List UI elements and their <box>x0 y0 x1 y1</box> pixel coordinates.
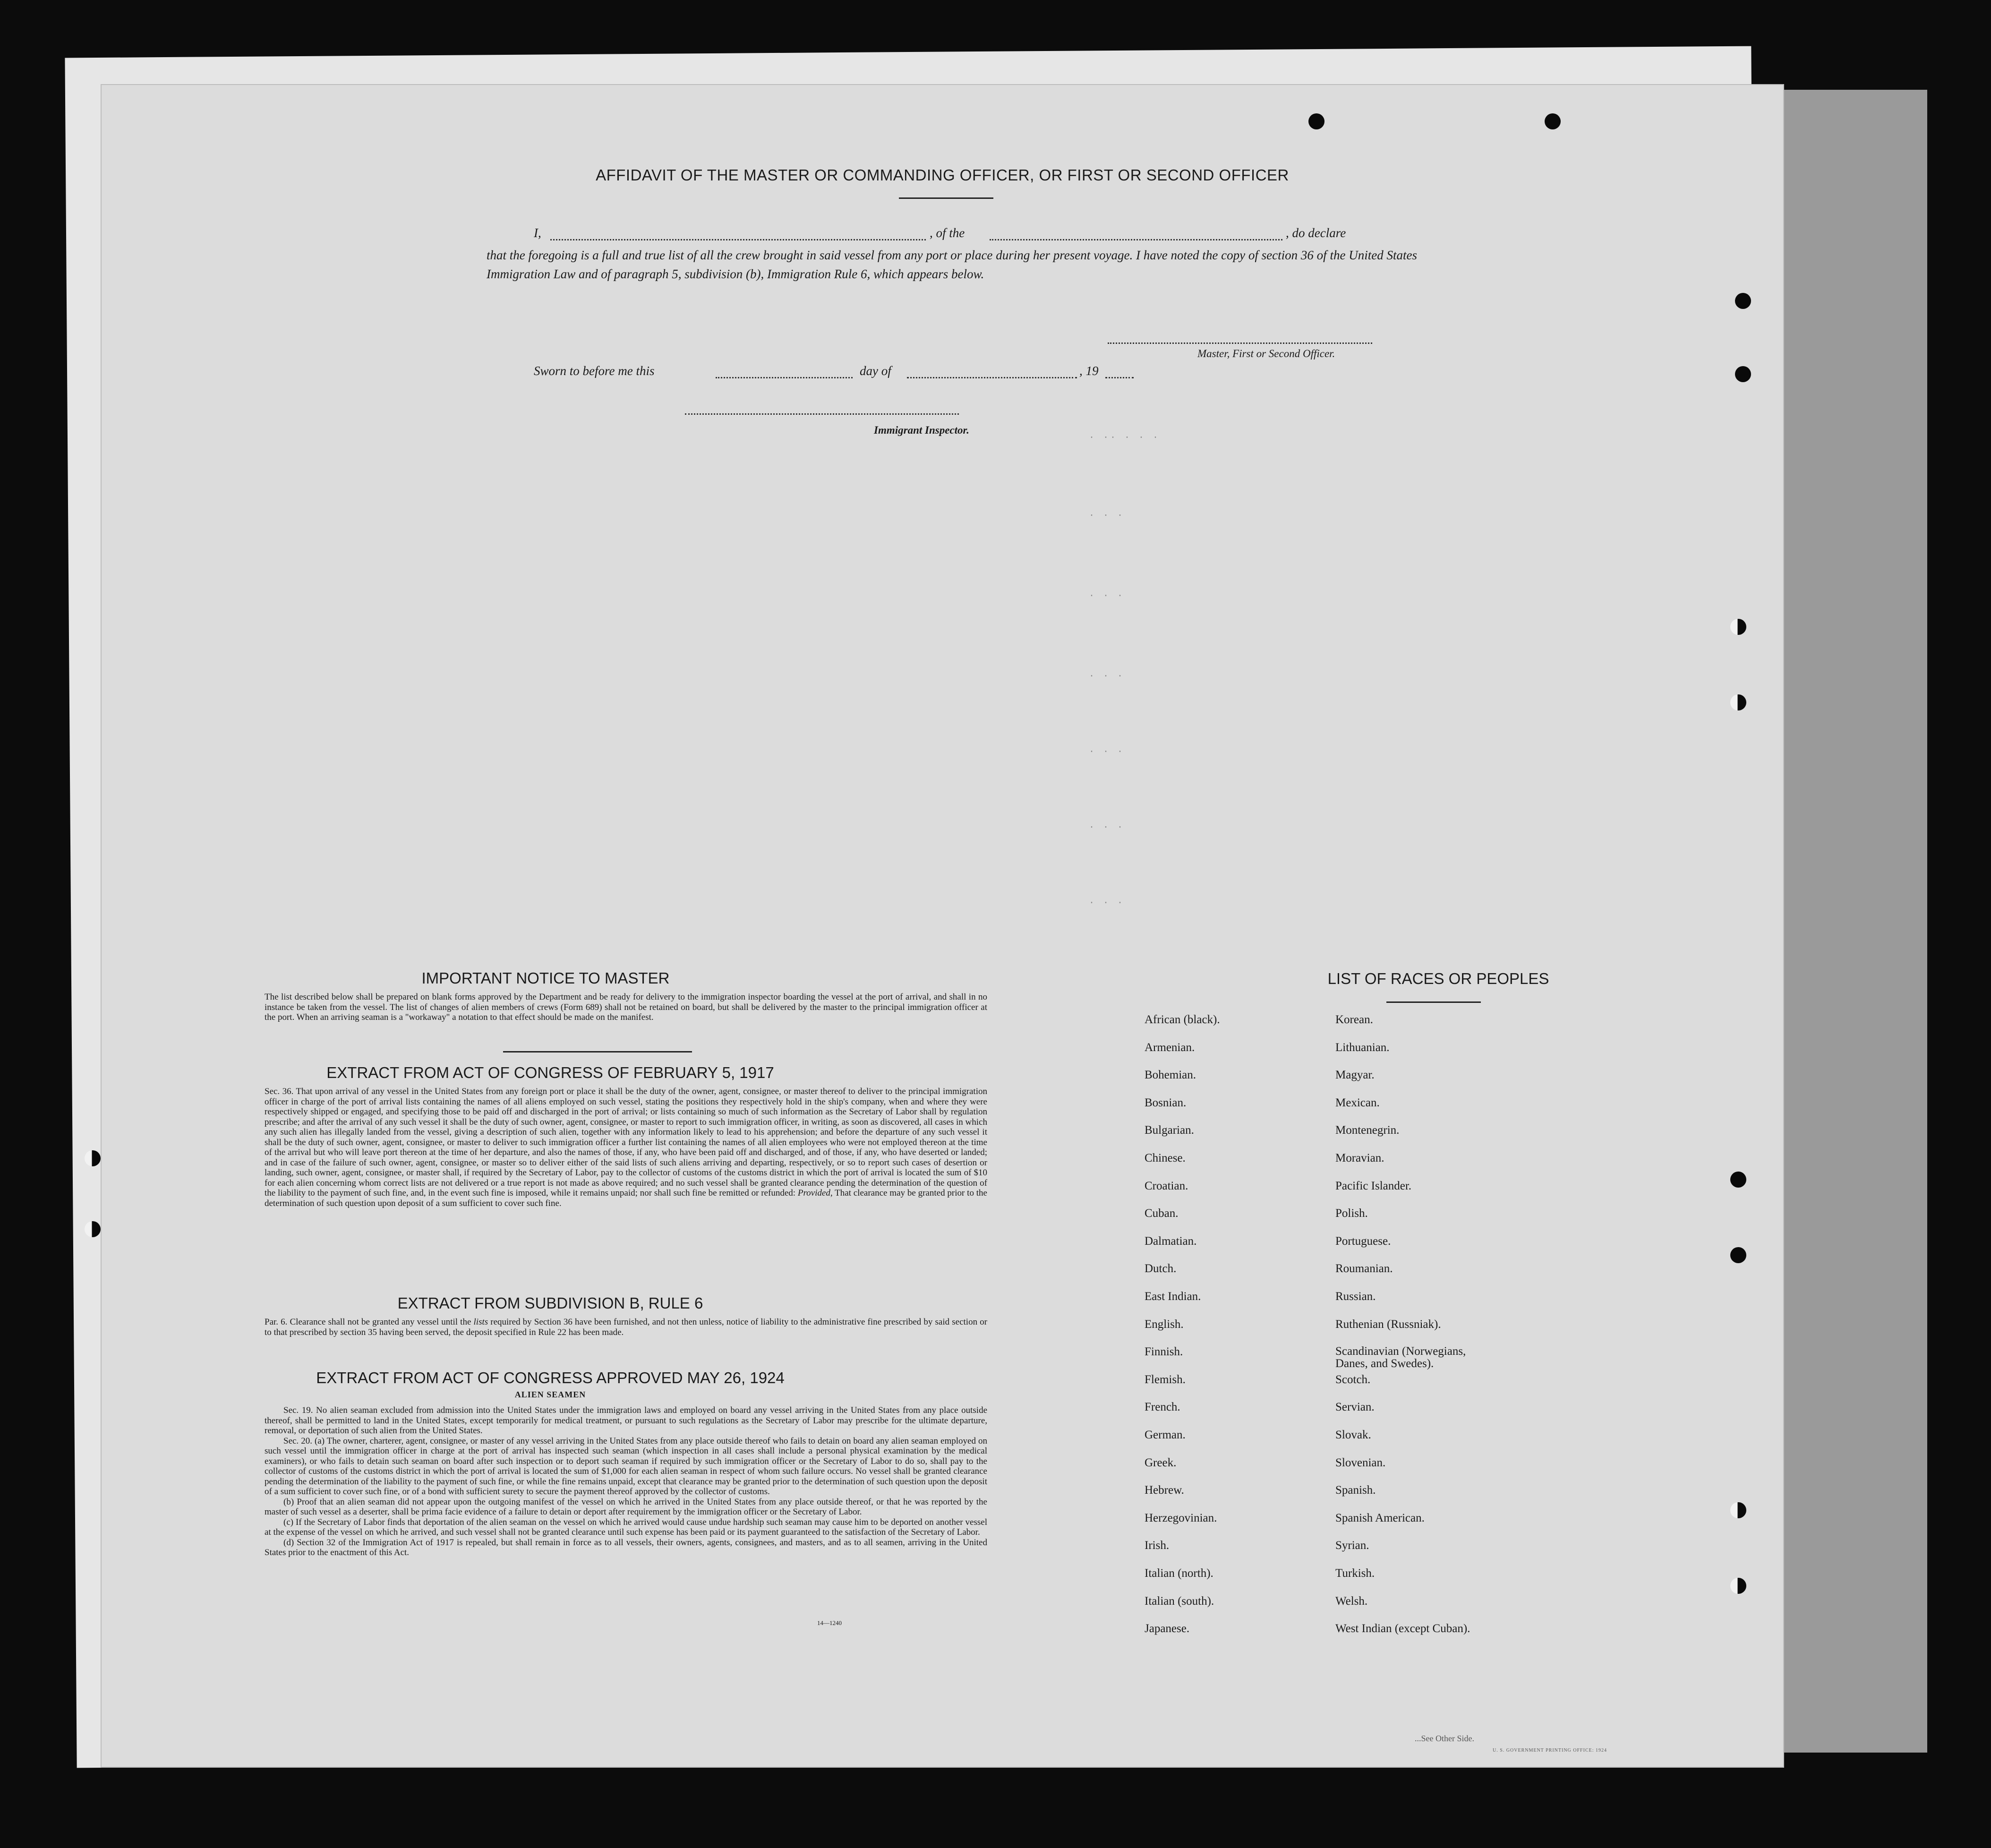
extract-1917-lead: Sec. 36. That upon arrival of any vessel in the United States from any foreign port or place it shall be the duty of the owner, agent, consignee, or master thereof to deliver to the principal immigration officer in charge of the port of arrival lists containing the names of all aliens employed on such vessel, stating the positions they respectively hold in the ship's company, when and where they were respectively shipped or engaged, and specifying those to be paid off and discharged in the port of arrival; or lists containing so much of such information as the Secretary of Labor shall by regulation prescribe; and after the arrival of any such vessel it shall be the duty of such owner, agent, consignee, or master to report to such immigration officer, in writing, as soon as discovered, all cases in which any such alien has illegally landed from the vessel, giving a description of such alien, together with any information likely to lead to his apprehension; and before the departure of any such vessel it shall be the duty of such owner, agent, consignee, or master to deliver to such immigration officer a further list containing the names of all alien employees who were not employed thereon at the time of the arrival but who will leave port thereon at the time of her departure, and also the names of those, if any, who have been paid off and discharged, and of those, if any, who have deserted or landed; and in case of the failure of such owner, agent, consignee, or master so to deliver either of the said lists of such aliens arriving and departing, respectively, or so to report such cases of desertion or landing, such owner, agent, consignee, or master shall, if required by the Secretary of Labor, pay to the collector of customs of the customs district in which the port of arrival is located the sum of $10 for each alien concerning whom correct lists are not delivered or a true report is not made as above required; and no such vessel shall be granted clearance pending the determination of the question of the liability to the payment of such fine, and, in the event such fine is imposed, while it remains unpaid; nor shall such fine be remitted or refunded: <box>265 1087 987 1198</box>
rule6-text-b: required by Section 36 have been furnished, and not then unless, notice of liability to the administrative fine prescribed by said section or to that prescribed by section 35 having been served, the deposit specified in Rule 22 has been made. <box>265 1317 988 1337</box>
extract-1917-tail: That clearance may be granted prior to the determination of such question upon deposit of a sum sufficient to cover such fine. <box>265 1188 987 1208</box>
race-item: East Indian. <box>1145 1290 1201 1303</box>
race-item: Scandinavian (Norwegians, Danes, and Swedes). <box>1335 1345 1466 1370</box>
vessel-prefix: , of the <box>930 226 965 240</box>
inspector-signature-field[interactable] <box>685 413 959 415</box>
race-item: Slovak. <box>1335 1429 1371 1441</box>
race-item: Turkish. <box>1335 1567 1375 1580</box>
punch-hole <box>1735 293 1751 309</box>
sec20a-text: Sec. 20. (a) The owner, charterer, agent, consignee, or master of any vessel arriving in the United States from any place outside thereof who fails to detain on board any alien seaman employed on such vessel until the immigration officer in charge at the port of arrival has inspected such seaman (which inspection in all cases shall include a personal physical examination by the medical examiners), or who fails to detain such seaman on board after such inspection or to deport such seaman if required by such immigration officer or the Secretary of Labor to do so, shall pay to the collector of customs of the customs district in which the port of arrival is located the sum of $1,000 for each alien seaman in respect of whom such failure occurs. No vessel shall be granted clearance pending the determination of the liability to the payment of such fine, or while the fine remains unpaid, except that clearance may be granted prior to the determination of such question upon the deposit of a sum sufficient to cover such fine, or of a bond with sufficient surety to secure the payment thereof approved by the collector of customs. <box>265 1436 987 1497</box>
sworn-day-field[interactable] <box>716 377 853 378</box>
declarant-prefix: I, <box>534 226 541 240</box>
sworn-year-field[interactable] <box>1105 377 1134 378</box>
rule6-text-a: Par. 6. Clearance shall not be granted any vessel until the <box>265 1317 471 1327</box>
race-item: Polish. <box>1335 1207 1368 1220</box>
race-item: Cuban. <box>1145 1207 1179 1220</box>
race-item: Montenegrin. <box>1335 1124 1400 1137</box>
punch-hole <box>1308 113 1324 129</box>
race-item: Ruthenian (Russniak). <box>1335 1318 1441 1331</box>
form-number: 14—1240 <box>817 1619 842 1626</box>
race-item: Magyar. <box>1335 1069 1375 1082</box>
master-signature-label: Master, First or Second Officer. <box>1197 348 1335 359</box>
race-item: Armenian. <box>1145 1041 1195 1054</box>
race-item: Greek. <box>1145 1456 1177 1469</box>
inspector-signature-label: Immigrant Inspector. <box>874 424 969 436</box>
show-through-marks: · · · <box>1089 746 1125 757</box>
race-item: Russian. <box>1335 1290 1376 1303</box>
race-item: Mexican. <box>1335 1096 1380 1109</box>
race-item: Bulgarian. <box>1145 1124 1194 1137</box>
show-through-marks: · · · <box>1089 822 1125 833</box>
show-through-marks: · · · <box>1089 671 1125 682</box>
race-item: Chinese. <box>1145 1152 1186 1164</box>
show-through-marks: · ·· · · · <box>1089 432 1160 443</box>
race-item: Servian. <box>1335 1401 1375 1414</box>
race-item: Herzegovinian. <box>1145 1511 1217 1524</box>
rule6-lists: lists <box>473 1317 488 1327</box>
races-title: LIST OF RACES OR PEOPLES <box>1327 970 1549 987</box>
title-rule <box>899 197 993 199</box>
extract-1917-title: EXTRACT FROM ACT OF CONGRESS OF FEBRUARY 5, 1917 <box>326 1064 774 1081</box>
alien-seamen-subtitle: ALIEN SEAMEN <box>514 1390 586 1399</box>
race-item: Dalmatian. <box>1145 1234 1197 1248</box>
sworn-year-prefix: , 19 <box>1079 364 1099 378</box>
show-through-marks: · · · <box>1089 590 1125 601</box>
punch-hole <box>85 1221 101 1237</box>
race-item: Pacific Islander. <box>1335 1179 1412 1192</box>
rule6-text <box>265 1317 987 1337</box>
race-item: Portuguese. <box>1335 1234 1391 1248</box>
rule6-title: EXTRACT FROM SUBDIVISION B, RULE 6 <box>397 1294 703 1312</box>
race-item: Lithuanian. <box>1335 1041 1390 1054</box>
race-item: Italian (south). <box>1145 1594 1214 1608</box>
race-item: Syrian. <box>1335 1539 1369 1552</box>
vessel-name-field[interactable] <box>990 239 1282 240</box>
race-item: Irish. <box>1145 1539 1170 1552</box>
bleed-through-text: ...See Other Side. <box>1415 1734 1474 1743</box>
race-item: Flemish. <box>1145 1373 1186 1386</box>
punch-hole <box>1730 1172 1746 1188</box>
affidavit-body: that the foregoing is a full and true list of all the crew brought in said vessel from any port or place during her present voyage. I have noted the copy of section 36 of the United States Immigration Law and of paragraph 5, subdivision (b), Immigration Rule 6, which appears below. <box>487 248 1417 281</box>
form-page <box>102 85 1783 1767</box>
race-item: Bohemian. <box>1145 1069 1196 1082</box>
race-item: Dutch. <box>1145 1262 1177 1275</box>
sworn-prefix: Sworn to before me this <box>534 364 655 378</box>
race-item: Bosnian. <box>1145 1096 1187 1109</box>
punch-hole <box>1730 1247 1746 1263</box>
race-item: Welsh. <box>1335 1594 1368 1608</box>
races-rule <box>1386 1001 1481 1003</box>
sworn-line <box>534 364 1195 383</box>
race-item: French. <box>1145 1401 1180 1414</box>
race-item: Slovenian. <box>1335 1456 1386 1469</box>
race-item: Italian (north). <box>1145 1567 1213 1580</box>
declarant-name-field[interactable] <box>550 239 926 240</box>
punch-hole <box>1545 113 1561 129</box>
extract-1917-text <box>265 1087 987 1208</box>
section-rule <box>503 1051 692 1052</box>
race-item: Scotch. <box>1335 1373 1371 1386</box>
affidavit-title: AFFIDAVIT OF THE MASTER OR COMMANDING OFFICER, OR FIRST OR SECOND OFFICER <box>596 166 1289 184</box>
race-item: Spanish. <box>1335 1484 1376 1497</box>
race-item: African (black). <box>1145 1013 1220 1026</box>
sec20d-text: (d) Section 32 of the Immigration Act of 1917 is repealed, but shall remain in force as to all vessels, their owners, agents, consignees, and masters, and as to all seamen, arriving in the United States prior to the enactment of this Act. <box>265 1537 987 1557</box>
punch-hole <box>1730 619 1746 635</box>
race-item: Spanish American. <box>1335 1511 1425 1524</box>
race-item: German. <box>1145 1429 1186 1441</box>
underlying-sheet-edge <box>1776 90 1927 1753</box>
race-item: West Indian (except Cuban). <box>1335 1622 1470 1635</box>
race-item: Hebrew. <box>1145 1484 1184 1497</box>
affidavit-line-1 <box>534 226 1507 245</box>
extract-1924-text <box>265 1405 987 1558</box>
punch-hole <box>1730 1502 1746 1518</box>
punch-hole <box>1730 694 1746 710</box>
race-item: Finnish. <box>1145 1345 1183 1359</box>
race-item: Moravian. <box>1335 1152 1384 1164</box>
punch-hole <box>85 1150 101 1166</box>
sec20c-text: (c) If the Secretary of Labor finds that deportation of the alien seaman on the vessel on which he arrived would cause undue hardship such seaman may cause him to be deported on another vessel at the expense of the vessel on which he arrived, and such vessel shall not be granted clearance until such expense has been paid or its payment guaranteed to the satisfaction of the Secretary of Labor. <box>265 1517 987 1537</box>
race-item: Korean. <box>1335 1013 1373 1026</box>
notice-title: IMPORTANT NOTICE TO MASTER <box>421 969 670 987</box>
punch-hole <box>1730 1578 1746 1594</box>
race-item: Japanese. <box>1145 1622 1190 1635</box>
sec19-text: Sec. 19. No alien seaman excluded from admission into the United States under the immigration laws and employed on board any vessel arriving in the United States from any place outside thereof, shall be permitted to land in the United States, except temporarily for medical treatment, or pursuant to such regulations as the Secretary of Labor may prescribe for the ultimate departure, removal, or deportation of such alien from the United States. <box>265 1405 987 1436</box>
sworn-day-of: day of <box>860 364 891 378</box>
race-item: English. <box>1145 1318 1184 1331</box>
show-through-marks: · · · <box>1089 898 1125 908</box>
punch-hole <box>1735 366 1751 382</box>
show-through-marks: · · · <box>1089 510 1125 521</box>
declare-suffix: , do declare <box>1286 226 1346 240</box>
extract-1917-provided: Provided, <box>797 1188 833 1198</box>
race-item: Roumanian. <box>1335 1262 1393 1275</box>
printer-imprint: U. S. GOVERNMENT PRINTING OFFICE: 1924 <box>1493 1748 1607 1753</box>
notice-text: The list described below shall be prepared on blank forms approved by the Department and be ready for delivery to the immigration inspector boarding the vessel at the port of arrival, and shall in no instance be taken from the vessel. The list of changes of alien members of crews (Form 689) shall not be retained on board, but shall be delivered by the master to the principal immigration officer at the port. When an arriving seaman is a "workaway" a notation to that effect should be made on the manifest. <box>265 992 987 1022</box>
extract-1924-title: EXTRACT FROM ACT OF CONGRESS APPROVED MAY 26, 1924 <box>316 1369 785 1386</box>
race-item: Croatian. <box>1145 1179 1188 1192</box>
master-signature-field[interactable] <box>1108 342 1372 344</box>
sec20b-text: (b) Proof that an alien seaman did not appear upon the outgoing manifest of the vessel on which he arrived in the United States from any place outside thereof, or that he was reported by the master of such vessel as a deserter, shall be prima facie evidence of a failure to detain or deport after requirement by the immigration officer or the Secretary of Labor. <box>265 1497 987 1517</box>
sworn-month-field[interactable] <box>907 377 1077 378</box>
